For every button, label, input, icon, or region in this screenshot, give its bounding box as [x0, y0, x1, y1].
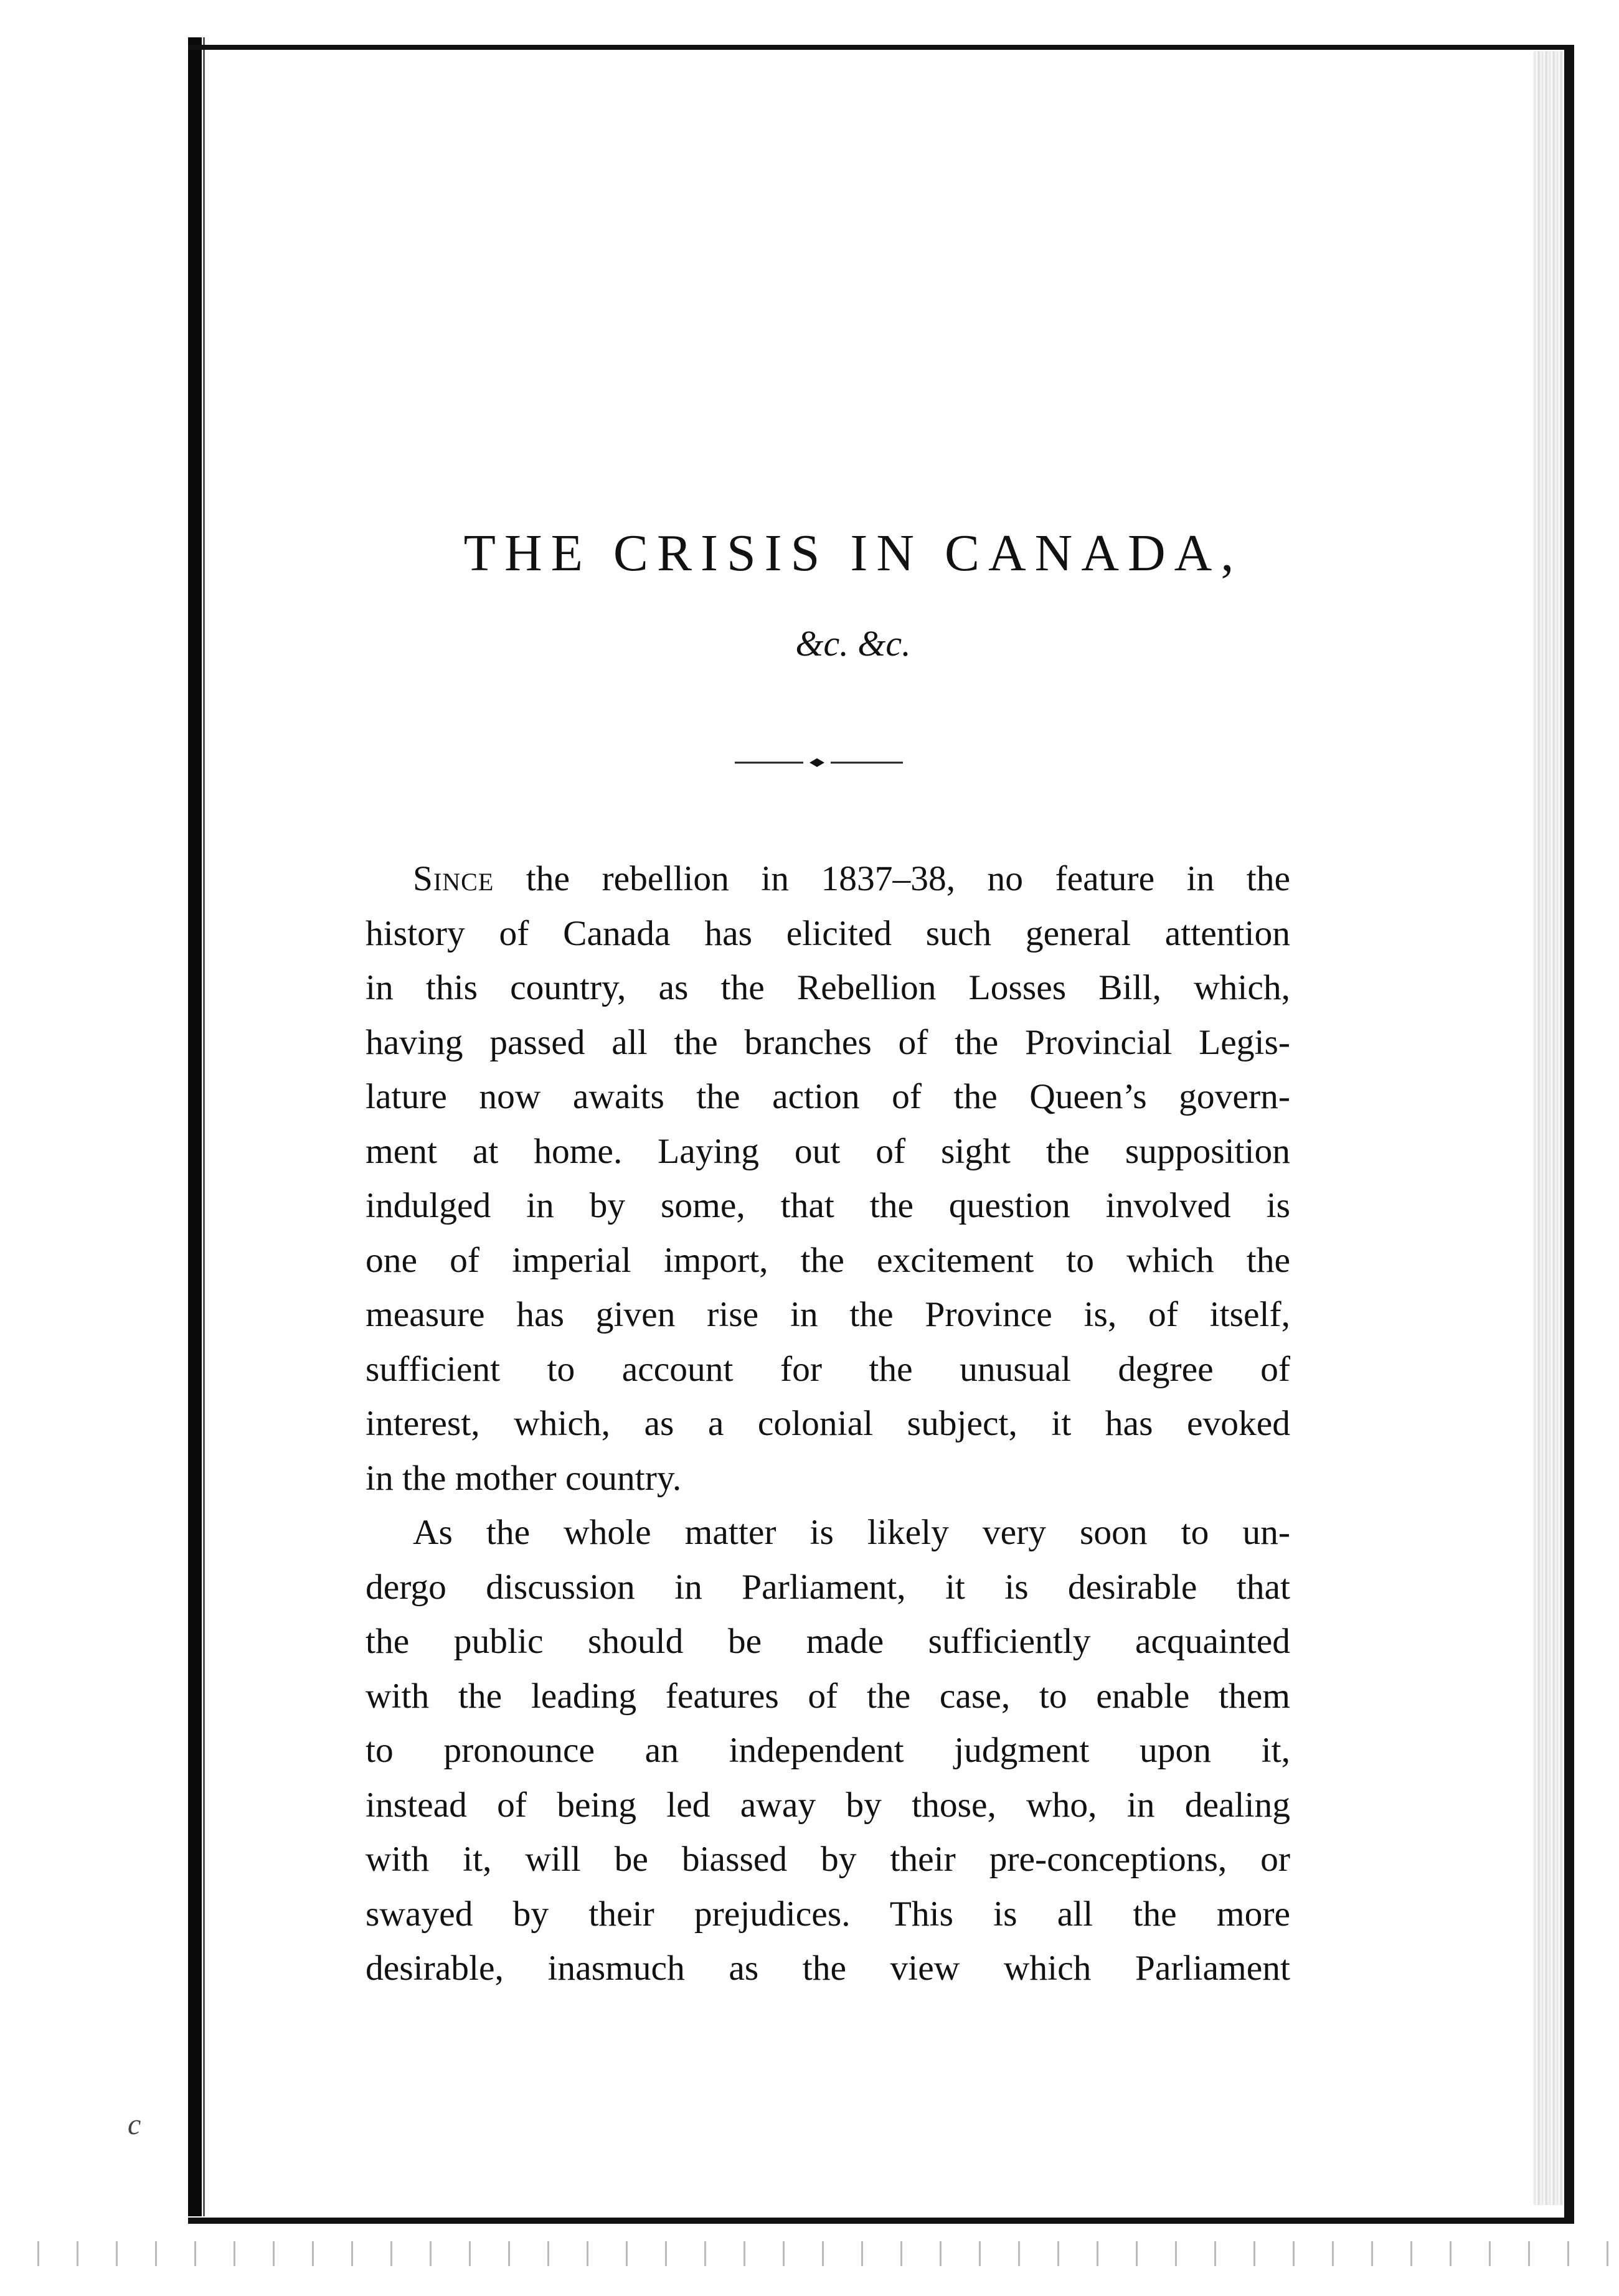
- page-top-border: [188, 45, 1564, 50]
- text-line: history of Canada has elicited such general attention: [366, 913, 1290, 953]
- scan-noise: [0, 2241, 1619, 2266]
- text-line: with the leading features of the case, to enable them: [366, 1676, 1290, 1716]
- text-line: measure has given rise in the Province is, of itself,: [366, 1295, 1290, 1334]
- text-line: desirable, inasmuch as the view which Parliament: [366, 1949, 1290, 1988]
- text-line: swayed by their prejudices. This is all the more: [366, 1894, 1290, 1934]
- text-line: instead of being led away by those, who, in dealing: [366, 1785, 1290, 1825]
- binding-edge-inner: [203, 37, 205, 2216]
- text-line: the public should be made sufficiently acquainted: [366, 1622, 1290, 1661]
- text-line: indulged in by some, that the question involved is: [366, 1186, 1290, 1225]
- text-line: ment at home. Laying out of sight the supposition: [366, 1131, 1290, 1171]
- paragraph-1: [366, 852, 1290, 906]
- text-line: in the mother country.: [366, 1458, 682, 1498]
- page-margin-left: [0, 0, 187, 2296]
- page-fore-edge: [1533, 51, 1563, 2205]
- body-text: [366, 852, 1290, 1996]
- pencil-mark: c: [128, 2108, 141, 2141]
- text-line: dergo discussion in Parliament, it is desirable that: [366, 1567, 1290, 1607]
- text-line: As the whole matter is likely very soon to un-: [413, 1513, 1290, 1552]
- text-line: one of imperial import, the excitement to which the: [366, 1240, 1290, 1280]
- page-title: THE CRISIS IN CANADA,: [463, 524, 1243, 582]
- binding-edge: [188, 37, 202, 2216]
- page-bottom-border: [188, 2218, 1574, 2224]
- page-right-border: [1564, 45, 1574, 2224]
- lead-word: Since: [413, 859, 494, 898]
- page-subtitle: &c. &c.: [795, 623, 911, 664]
- ornament-divider-icon: [729, 753, 915, 772]
- text-line: lature now awaits the action of the Queen’s govern-: [366, 1077, 1290, 1116]
- text-line: in this country, as the Rebellion Losses Bill, which,: [366, 968, 1290, 1007]
- text-line: sufficient to account for the unusual degree of: [366, 1349, 1290, 1389]
- text-line: to pronounce an independent judgment upon it,: [366, 1731, 1290, 1770]
- text-line: having passed all the branches of the Provincial Legis-: [366, 1022, 1290, 1062]
- text-line: with it, will be biassed by their pre-conceptions, or: [366, 1840, 1290, 1879]
- text-line: interest, which, as a colonial subject, it has evoked: [366, 1404, 1290, 1443]
- text-line: the rebellion in 1837–38, no feature in the: [494, 859, 1290, 898]
